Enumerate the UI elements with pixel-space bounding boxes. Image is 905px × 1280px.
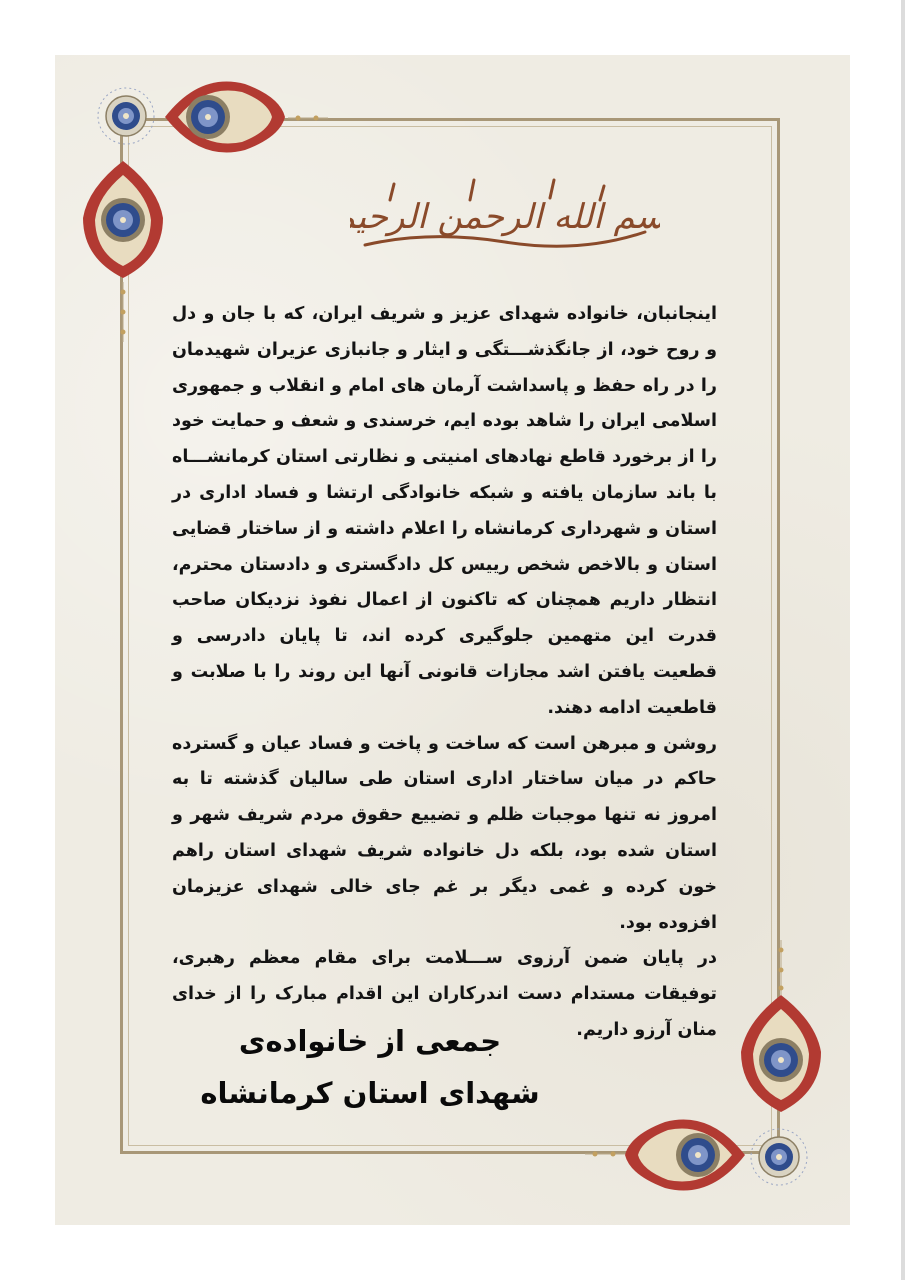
dotted-vine-left (118, 282, 128, 342)
teardrop-ornament-left-a (78, 158, 168, 283)
signature-block (200, 1015, 540, 1119)
teardrop-ornament-bottom-b (620, 1110, 750, 1200)
basmala-calligraphy (350, 170, 660, 260)
flower-ornament-bottom-right-b (748, 1126, 810, 1188)
signature-line-1: جمعی از خانواده‌ی (238, 1024, 502, 1058)
paragraph-2: روشن و مبرهن است که ساخت و پاخت و فساد عیان و گسترده حاکم در میان ساختار اداری استان طی سالیان گذشته تا به امروز نه تنها موجبات ظلم و تضییع حقوق مردم شریف شهر و استان شده بود، بلکه دل خانواده شریف شهدای استان راهم خون کرده و غمی دیگر بر غم جای خالی شهدای عزیزمان افزوده بود. (172, 733, 717, 933)
teardrop-ornament-right-b (736, 992, 826, 1117)
paragraph-3: در پایان ضمن آرزوی ســـلامت برای مقام معظم رهبری، توفیقات مستدام دست اندرکاران این اقدام مبارک را از خدای منان آرزو داریم. (172, 948, 717, 1040)
basmala-flourish (350, 170, 660, 260)
letter-body (172, 297, 717, 1049)
basmala-text: بسم الله الرحمن الرحیم (350, 197, 660, 237)
dotted-vine-top (288, 112, 328, 124)
flower-ornament-top-left-a (95, 85, 157, 147)
teardrop-ornament-top-a (160, 72, 290, 162)
page-edge (901, 0, 905, 1280)
dotted-vine-right (776, 940, 786, 995)
signature-line-2: شهدای استان کرمانشاه (200, 1076, 540, 1110)
paragraph-1: اینجانبان، خانواده شهدای عزیز و شریف ایران، که با جان و دل و روح خود، از جانگذشـــتگی و ایثار و جانبازی عزیران شهیدمان را در راه حفظ و پاسداشت آرمان های امام و انقلاب و جمهوری اسلامی ایران را شاهد بوده ایم، خرسندی و شعف و حمایت خود را از برخورد قاطع نهادهای امنیتی و نظارتی استان کرمانشـــاه با باند سازمان یافته و شبکه خانوادگی ارتشا و فساد اداری در استان و شهرداری کرمانشاه را اعلام داشته و از ساختار قضایی استان و بالاخص شخص رییس کل دادگستری و دادستان محترم، انتظار داریم همچنان که تاکنون از اعمال نفوذ نزدیکان صاحب قدرت این متهمین جلوگیری کرده اند، تا پایان دادرسی و قطعیت یافتن اشد مجازات قانونی آنها این روند را با صلابت و قاطعیت ادامه دهند. (172, 304, 717, 718)
dotted-vine-bottom (585, 1148, 625, 1160)
